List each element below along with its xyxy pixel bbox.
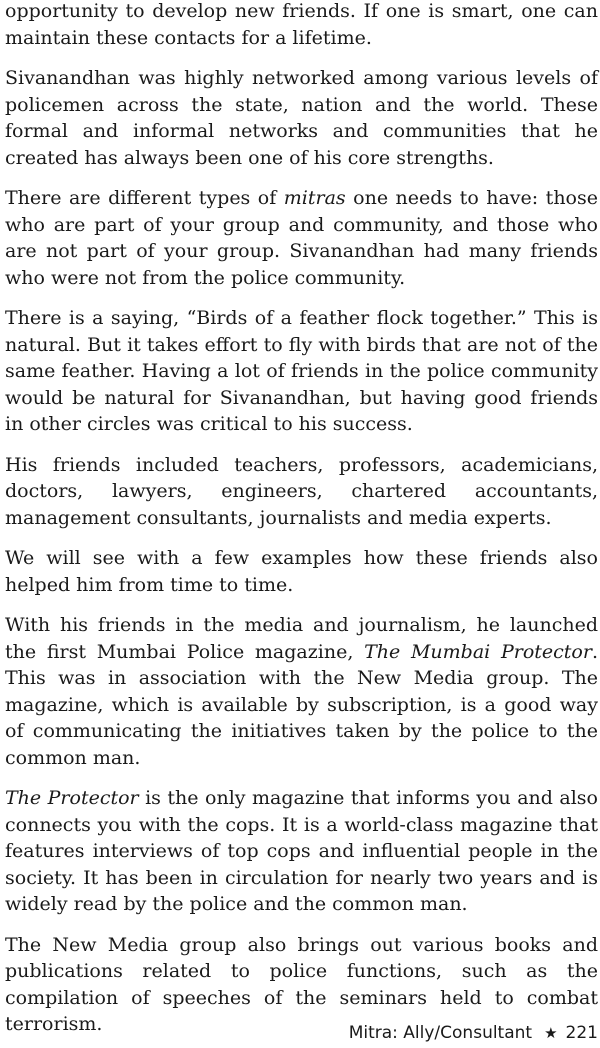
italic-term: mitras <box>283 187 346 209</box>
paragraph-text: . This was in association with the New Media group. The magazine, which is available by subscription, is a good way of communicating the initiatives taken by the police to the common man. <box>5 640 598 769</box>
paragraph <box>5 612 598 771</box>
paragraph-text: His friends included teachers, professors, academicians, doctors, lawyers, engineers, chartered accountants, management consultants, journalists and media experts. <box>5 453 598 529</box>
star-icon: ★ <box>544 1024 558 1042</box>
paragraph <box>5 545 598 598</box>
paragraph-text: is the only magazine that informs you and also connects you with the cops. It is a world-class magazine that features interviews of top cops and influential people in the society. It has been in circulation for nearly two years and is widely read by the police and the common man. <box>5 787 598 915</box>
paragraph-text: There is a saying, “Birds of a feather flock together.” This is natural. But it takes effort to fly with birds that are not of the same feather. Having a lot of friends in the police community would be natural for Sivanandhan, but having good friends in other circles was critical to his success. <box>5 307 598 435</box>
paragraph-text: There are different types of <box>5 187 284 209</box>
paragraph <box>5 65 598 171</box>
paragraph-text: We will see with a few examples how these friends also helped him from time to time. <box>5 547 598 596</box>
paragraph <box>5 305 598 438</box>
running-title: Mitra: Ally/Consultant <box>348 1023 533 1043</box>
paragraph <box>5 785 598 918</box>
paragraph-text: Sivanandhan was highly networked among various levels of policemen across the state, nation and the world. These formal and informal networks and communities that he created has always been one of his core strengths. <box>5 67 598 169</box>
paragraph <box>5 0 598 51</box>
paragraph-text: opportunity to develop new friends. If one is smart, one can maintain these contacts for a lifetime. <box>5 0 598 49</box>
paragraph-text: one needs to have: those who are part of your group and community, and those who are not part of your group. Sivanandhan had many friends who were not from the police community. <box>5 187 598 289</box>
italic-magazine-title: The Mumbai Protector <box>364 640 592 663</box>
paragraph-text: The New Media group also brings out various books and publications related to police functions, such as the compilation of speeches of the seminars held to combat terrorism. <box>5 933 598 1035</box>
paragraph-text: With his friends in the media and journalism, he launched the first Mumbai Police magazine, <box>5 614 598 663</box>
paragraph <box>5 185 598 291</box>
page-footer <box>349 1022 598 1044</box>
paragraph <box>5 452 598 532</box>
italic-magazine-title: The Protector <box>5 787 139 809</box>
page-number: 221 <box>565 1023 598 1043</box>
